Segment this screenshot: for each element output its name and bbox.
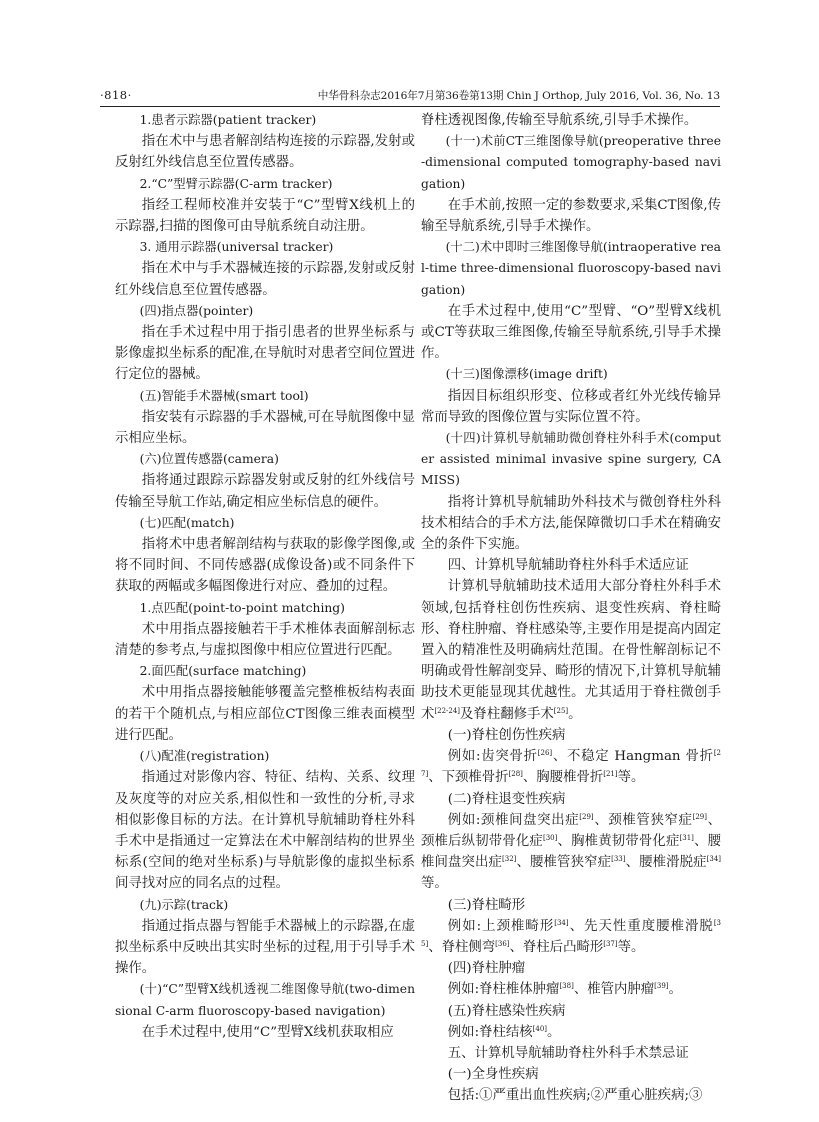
paragraph: 指在术中与患者解剖结构连接的示踪器,发射或反射红外线信息至位置传感器。 <box>115 134 415 171</box>
citation: [36] <box>495 939 510 948</box>
section-heading: (十三)图像漂移(image drift) <box>445 367 608 382</box>
paragraph-text: 例如:脊柱结核 <box>447 1024 533 1040</box>
section-heading: 2.“C”型臂示踪器(C-arm tracker) <box>139 176 333 191</box>
citation: [39] <box>654 982 669 991</box>
paragraph: 指经工程师校准并安装于“C”型臂X线机上的示踪器,扫描的图像可由导航系统自动注册。 <box>115 197 415 235</box>
paragraph: 在手术过程中,使用“C”型臂X线机获取相应 <box>141 1024 394 1040</box>
section-heading: (十一)术前CT三维图像导航(preoperative three-dimensional computed tomography-based navigation) <box>421 134 721 191</box>
right-column <box>421 110 721 1107</box>
section-heading: (二)脊柱退变性疾病 <box>447 791 566 807</box>
section-heading: (十)“C”型臂X线机透视二维图像导航(two-dimensional C-arm fluoroscopy-based navigation) <box>115 982 415 1018</box>
paragraph: 指在手术过程中用于指引患者的世界坐标系与影像虚拟坐标系的配准,在导航时对患者空间位置进行定位的器械。 <box>115 325 415 383</box>
citation: [38] <box>559 982 574 991</box>
paragraph-text: 、腰椎间盘突出症 <box>421 833 722 871</box>
paragraph-text: 。 <box>568 706 582 722</box>
paragraph-text: 、脊柱侧弯 <box>428 939 496 955</box>
paragraph-text: 、腰椎管狭窄症 <box>516 855 612 871</box>
paragraph-text: 。 <box>547 1024 561 1040</box>
paragraph-text: 、椎管内肿瘤 <box>573 982 655 998</box>
paragraph-text: 、腰椎滑脱症 <box>625 855 707 871</box>
paragraph-text: 、颈椎后纵韧带骨化症 <box>421 812 722 849</box>
paragraph: 指将通过跟踪示踪器发射或反射的红外线信号传输至导航工作站,确定相应坐标信息的硬件。 <box>115 473 415 510</box>
header-rule <box>100 106 720 107</box>
section-heading: (十四)计算机导航辅助微创脊柱外科手术(computer assisted minimal invasive spine surgery, CAMISS) <box>421 431 721 488</box>
paragraph-text: 、胸腰椎骨折 <box>522 770 604 786</box>
section-heading: (六)位置传感器(camera) <box>139 452 279 467</box>
paragraph: 指在术中与手术器械连接的示踪器,发射或反射红外线信息至位置传感器。 <box>115 261 415 298</box>
running-header <box>100 88 720 106</box>
journal-citation: 中华骨科杂志2016年7月第36卷第13期 Chin J Orthop, July 2016, Vol. 36, No. 13 <box>317 90 720 102</box>
paragraph: 在手术过程中,使用“C”型臂、“O”型臂X线机或CT等获取三维图像,传输至导航系统,引导手术操作。 <box>421 303 721 362</box>
section-heading: (九)示踪(track) <box>139 897 229 912</box>
paragraph <box>421 576 721 724</box>
section-heading: 五、计算机导航辅助脊柱外科手术禁忌证 <box>447 1045 689 1061</box>
paragraph-text: 。 <box>668 982 682 998</box>
paragraph: 术中用指点器接触若干手术椎体表面解剖标志清楚的参考点,与虚拟图像中相应位置进行匹配。 <box>115 621 415 659</box>
paragraph <box>421 810 721 895</box>
paragraph: 指将计算机导航辅助外科技术与微创脊柱外科技术相结合的手术方法,能保障微切口手术在精确安全的条件下实施。 <box>421 494 721 553</box>
paragraph-text: 、脊柱后凸畸形 <box>509 939 604 955</box>
paragraph-text: 例如:上颈椎畸形 <box>447 918 555 934</box>
citation: [29] <box>692 812 707 821</box>
paragraph-text: 等。 <box>421 876 448 892</box>
paragraph-text: 、颈椎管狭窄症 <box>593 812 693 828</box>
paragraph <box>421 979 721 1000</box>
paragraph-text: 、不稳定 Hangman 骨折 <box>552 749 714 765</box>
citation: [29] <box>579 812 594 821</box>
citation: [34] <box>554 918 569 927</box>
citation: [33] <box>611 855 626 864</box>
paragraph-text: 、下颈椎骨折 <box>428 770 509 786</box>
paragraph: 指将术中患者解剖结构与获取的影像学图像,或将不同时间、不同传感器(成像设备)或不同条件下获取的两幅或多幅图像进行对应、叠加的过程。 <box>115 537 415 595</box>
citation: [22-24] <box>434 706 461 715</box>
section-heading: 四、计算机导航辅助脊柱外科手术适应证 <box>447 558 689 574</box>
section-heading: 2.面匹配(surface matching) <box>139 664 307 679</box>
section-heading: (十二)术中即时三维图像导航(intraoperative real-time three-dimensional fluoroscopy-based navigation) <box>421 240 721 297</box>
citation: [28] <box>508 770 523 779</box>
paragraph: 指通过对影像内容、特征、结构、关系、纹理及灰度等的对应关系,相似性和一致性的分析,寻求相似影像目标的方法。在计算机导航辅助脊柱外科手术中是指通过一定算法在术中解剖结构的世界坐标系(空间的绝对坐标系)与导航影像的虚拟坐标系间寻找对应的同名点的过程。 <box>115 770 415 892</box>
section-heading: 3. 通用示踪器(universal tracker) <box>139 240 334 255</box>
paragraph: 包括:①严重出血性疾病;②严重心脏疾病;③ <box>447 1088 703 1104</box>
section-heading: 1.点匹配(point-to-point matching) <box>139 600 345 615</box>
citation: [34] <box>706 855 722 864</box>
citation: [21] <box>603 770 618 779</box>
citation: [27] <box>421 749 721 779</box>
citation: [40] <box>532 1024 548 1033</box>
section-heading: (四)脊柱肿瘤 <box>447 961 526 977</box>
paragraph-text: 等。 <box>617 939 645 955</box>
citation: [32] <box>502 855 517 864</box>
paragraph: 指安装有示踪器的手术器械,可在导航图像中显示相应坐标。 <box>115 409 415 447</box>
section-heading: (七)匹配(match) <box>139 515 235 530</box>
citation: [30] <box>543 833 558 842</box>
paragraph: 指通过指点器与智能手术器械上的示踪器,在虚拟坐标系中反映出其实时坐标的过程,用于引导手术操作。 <box>115 918 415 977</box>
paragraph-text: 及脊柱翻修手术 <box>460 706 554 722</box>
section-heading: (三)脊柱畸形 <box>447 897 526 913</box>
citation: [37] <box>603 939 618 948</box>
paragraph-text: 例如:脊柱椎体肿瘤 <box>447 982 560 998</box>
paragraph-text: 等。 <box>617 770 645 786</box>
section-heading: (一)全身性疾病 <box>447 1067 539 1083</box>
section-heading: (八)配准(registration) <box>139 749 270 764</box>
paragraph: 脊柱透视图像,传输至导航系统,引导手术操作。 <box>421 113 698 128</box>
section-heading: (五)智能手术器械(smart tool) <box>139 388 309 403</box>
paragraph-text: 计算机导航辅助技术适用大部分脊柱外科手术领域,包括脊柱创伤性疾病、退变性疾病、脊柱畸形、脊柱肿瘤、脊柱感染等,主要作用是提高内固定置入的精准性及明确病灶范围。在骨性解剖标记不明确或骨性解剖变异、畸形的情况下,计算机导航辅助技术更能显现其优越性。尤其适用于脊柱微创手术 <box>421 579 721 722</box>
paragraph-text: 例如:颈椎间盘突出症 <box>447 812 580 828</box>
paragraph: 术中用指点器接触能够覆盖完整椎板结构表面的若干个随机点,与相应部位CT图像三维表面模型进行匹配。 <box>115 685 415 743</box>
left-column <box>115 110 415 1043</box>
citation: [31] <box>679 833 694 842</box>
paragraph <box>421 916 721 958</box>
paragraph-text: 例如:齿突骨折 <box>447 749 538 765</box>
paragraph <box>421 1022 721 1043</box>
section-heading: (五)脊柱感染性疾病 <box>447 1003 566 1019</box>
section-heading: (一)脊柱创伤性疾病 <box>447 727 566 743</box>
citation: [26] <box>537 749 553 758</box>
citation: [35] <box>421 918 721 948</box>
paragraph: 指因目标组织形变、位移或者红外光线传输异常而导致的图像位置与实际位置不符。 <box>421 388 721 425</box>
citation: [25] <box>553 706 569 715</box>
section-heading: 1.患者示踪器(patient tracker) <box>139 113 317 127</box>
paragraph-text: 、先天性重度腰椎滑脱 <box>568 918 714 934</box>
paragraph <box>421 746 721 788</box>
paragraph-text: 、胸椎黄韧带骨化症 <box>557 833 680 849</box>
page-number: ·818· <box>100 88 132 102</box>
section-heading: (四)指点器(pointer) <box>139 303 254 318</box>
paragraph: 在手术前,按照一定的参数要求,采集CT图像,传输至导航系统,引导手术操作。 <box>421 197 721 235</box>
